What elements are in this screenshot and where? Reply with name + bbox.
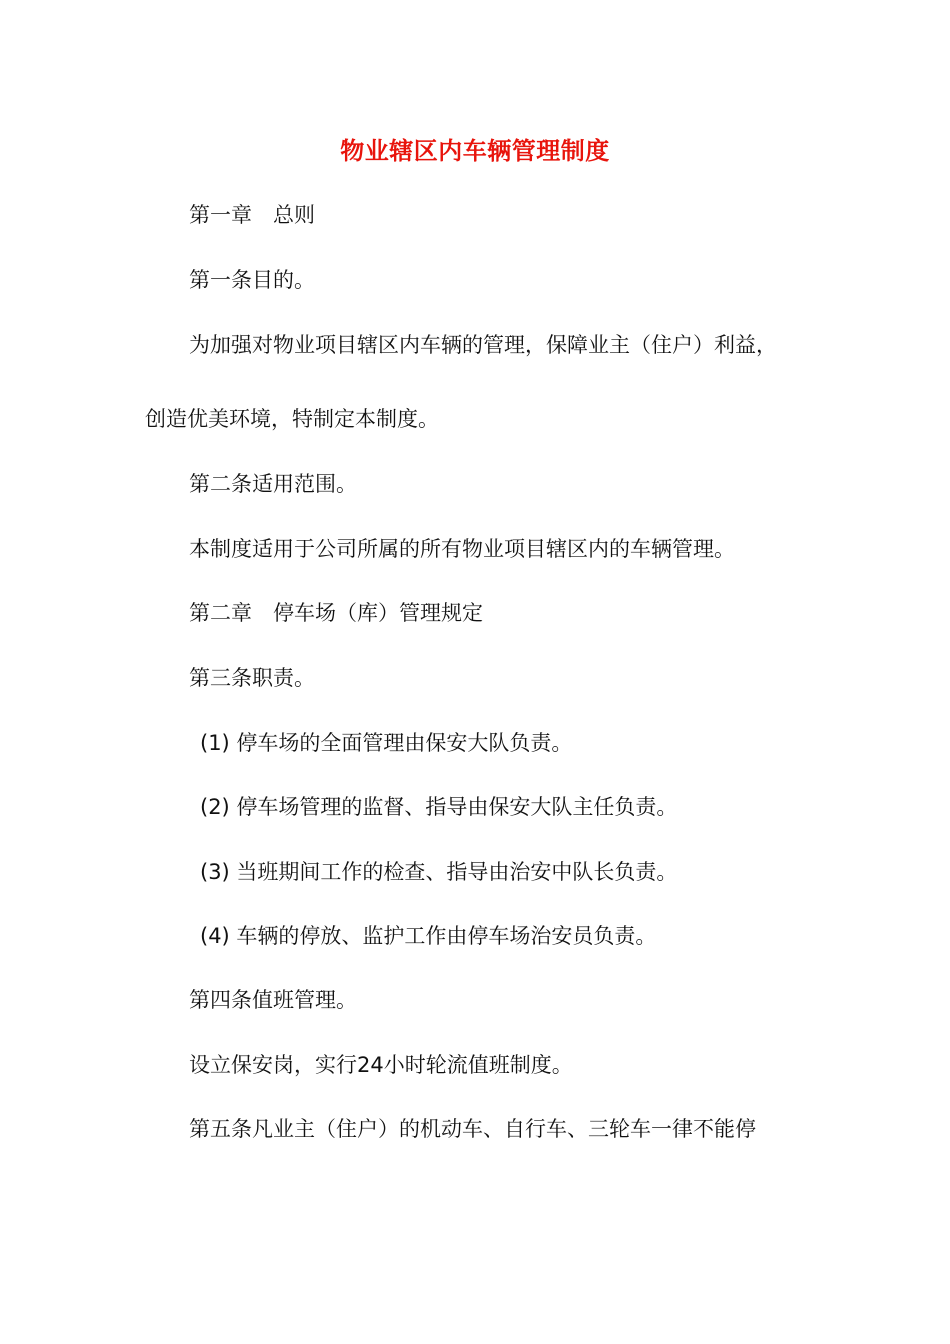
article-4-heading: 第四条值班管理。: [189, 988, 357, 1012]
article-3-item: (1) 停车场的全面管理由保安大队负责。: [200, 731, 573, 755]
article-3-item: (3) 当班期间工作的检查、指导由治安中队长负责。: [200, 860, 678, 884]
article-3-item: (2) 停车场管理的监督、指导由保安大队主任负责。: [200, 795, 678, 819]
article-3-item: (4) 车辆的停放、监护工作由停车场治安员负责。: [200, 924, 657, 948]
article-1-paragraph-line-1: 为加强对物业项目辖区内车辆的管理，保障业主（住户）利益，: [189, 333, 777, 357]
article-2-heading: 第二条适用范围。: [189, 472, 357, 496]
chapter-1-heading: 第一章 总则: [189, 203, 315, 227]
article-3-heading: 第三条职责。: [189, 666, 315, 690]
article-4-paragraph: 设立保安岗，实行24小时轮流值班制度。: [189, 1053, 573, 1077]
article-5-paragraph-line-1: 第五条凡业主（住户）的机动车、自行车、三轮车一律不能停: [189, 1117, 756, 1141]
article-2-paragraph: 本制度适用于公司所属的所有物业项目辖区内的车辆管理。: [189, 537, 735, 561]
chapter-2-heading: 第二章 停车场（库）管理规定: [189, 601, 483, 625]
document-title: 物业辖区内车辆管理制度: [340, 137, 610, 165]
article-1-heading: 第一条目的。: [189, 268, 315, 292]
article-1-paragraph-line-2: 创造优美环境，特制定本制度。: [145, 407, 439, 431]
